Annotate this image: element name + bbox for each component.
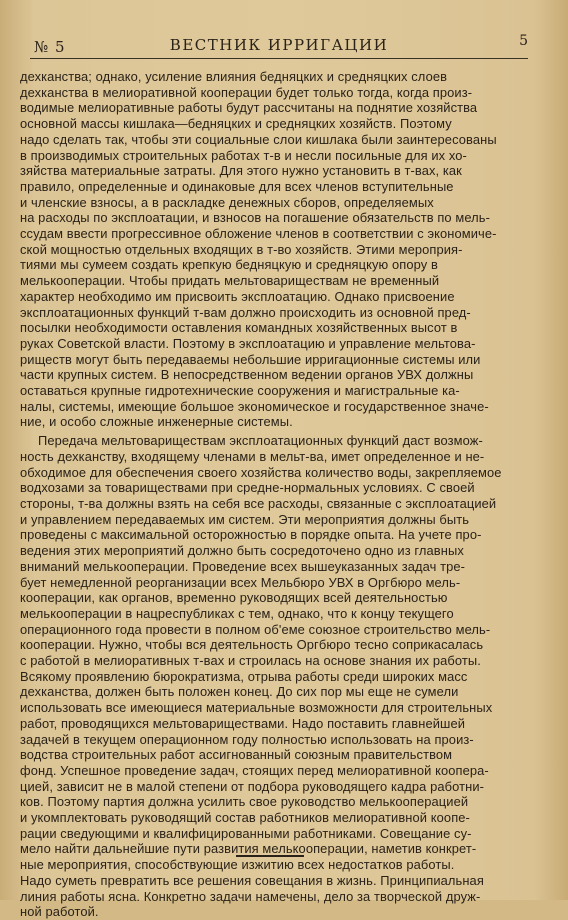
text-line: проведены с максимальной осторожностью в порядке опыта. На учете про- [20, 527, 482, 543]
text-line: дехканства; однако, усиление влияния бедняцких и средняцких слоев [20, 69, 448, 84]
text-line: мелькооперации в нацреспубликах с тем, однако, что к концу текущего [20, 605, 454, 621]
text-line: зяйства материальные затраты. Для этого нужно установить в т-вах, как [20, 163, 462, 179]
closing-rule [236, 855, 304, 857]
text-line: водимые мелиоративные работы будут рассчитаны на поднятие хозяйства [20, 100, 478, 116]
text-line: фонд. Успешное проведение задач, стоящих перед мелиоративной коопера- [20, 762, 489, 778]
text-line: эксплоатационных функций т-вам должно происходить из основной пред- [20, 304, 471, 320]
text-line: стороны, т-ва должны взять на себя все расходы, связанные с эксплоатацией [20, 495, 497, 511]
text-line: кооперации, как органов, временно руководящих всей деятельностью [20, 590, 448, 606]
text-line: обходимое для обеспечения своего хозяйства количество воды, закрепляемое [20, 464, 502, 480]
text-line: дехканства, должен быть положен конец. До сих пор мы еще не сумели [20, 684, 459, 700]
text-line: налы, системы, имеющие большое экономическое и государственное значе- [20, 398, 489, 414]
text-line: ные мероприятия, способствующие изжитию всех недостатков работы. [20, 857, 455, 873]
paragraph-2 [20, 433, 538, 920]
text-line: водхозами за товариществами при средне-нормальных условиях. С своей [20, 480, 475, 496]
text-line: ссудам ввести прогрессивное обложение членов в соответствии с экономиче- [20, 226, 497, 242]
text-line: ской мощностью отдельных входящих в т-во хозяйств. Этими мероприя- [20, 241, 463, 257]
text-line: бует немедленной реорганизации всех Мельбюро УВХ в Оргбюро мель- [20, 574, 461, 590]
text-line: посылки необходимости оставления командных хозяйственных высот в [20, 320, 458, 336]
text-line: вниманий мелькооперации. Проведение всех вышеуказанных задач тре- [20, 558, 466, 574]
text-line: надо сделать так, чтобы эти социальные слои кишлака были заинтересованы [20, 131, 497, 147]
text-line: характер необходимо им присвоить эксплоатацию. Однако присвоение [20, 288, 455, 304]
text-line: ведения этих мероприятий должно быть сосредоточено одно из главных [20, 543, 464, 559]
text-line: задачей в текущем операционном году полностью использовать на произ- [20, 731, 474, 747]
text-line: на расходы по эксплоатации, и взносов на погашение обязательств по мель- [20, 210, 491, 226]
text-line: части крупных систем. В непосредственном ведении органов УВХ должны [20, 367, 474, 383]
text-line: оставаться крупные гидротехнические сооружения и магистральные ка- [20, 383, 460, 399]
text-line: ние, и особо сложные инженерные системы. [20, 414, 293, 430]
text-line: мелькооперации. Чтобы придать мельтовариществам не временный [20, 273, 440, 289]
text-line: рации сведующими и квалифицированными работниками. Совещание су- [20, 825, 472, 841]
text-line: ков. Поэтому партия должна усилить свое руководство мелькооперацией [20, 794, 469, 810]
text-line: использовать все имеющиеся материальные возможности для строительных [20, 700, 493, 716]
text-line: цией, зависит не в малой степени от подбора руководящего кадра работни- [20, 778, 485, 794]
text-line: кооперации. Нужно, чтобы вся деятельность Оргбюро тесно соприкасалась [20, 637, 484, 653]
text-line: Надо суметь превратить все решения совещания в жизнь. Принципиальная [20, 872, 484, 888]
text-line: в производимых строительных работах т-в и несли посильные для их хо- [20, 147, 467, 163]
text-line: тиями мы сумеем создать крепкую бедняцкую и средняцкую опору в [20, 257, 438, 273]
text-line: ность дехканству, входящему членами в мельт-ва, имет определенное и не- [20, 448, 485, 464]
text-line: ной работой. [20, 904, 99, 920]
text-line: руках Советской власти. Поэтому в эксплоатацию и управление мельтова- [20, 335, 476, 351]
text-line: Всякому проявлению бюрократизма, отрыва работы среди широких масс [20, 668, 468, 684]
page-number: 5 [519, 33, 528, 49]
issue-number: № 5 [34, 38, 66, 56]
text-line: линия работы ясна. Конкретно задачи намечены, дело за творческой друж- [20, 888, 481, 904]
text-line: работ, проводящихся мельтовариществами. Надо поставить главнейшей [20, 715, 466, 731]
journal-title: ВЕСТНИК ИРРИГАЦИИ [169, 36, 389, 54]
text-line: с работой в мелиоративных т-вах и строилась на основе знания их работы. [20, 653, 481, 669]
text-line: водства строительных работ ассигнованный союзным правительством [20, 747, 453, 763]
text-line: правило, определенные и одинаковые для всех членов вступительные [20, 178, 454, 194]
paragraph-1 [20, 69, 538, 430]
text-line: риществ могут быть передаваемы небольшие ирригационные системы или [20, 351, 481, 367]
text-line: операционного года провести в полном об'еме союзное строительство мель- [20, 621, 491, 637]
text-line: и членские взносы, а в раскладке денежных сборов, определяемых [20, 194, 434, 210]
text-line: основной массы кишлака—бедняцких и средняцких хозяйств. Поэтому [20, 116, 452, 132]
text-line: дехканства в мелиоративной кооперации будет только тогда, когда произ- [20, 84, 473, 100]
text-line: мело найти дальнейшие пути развития мелькооперации, наметив конкрет- [20, 841, 477, 857]
article-body [20, 69, 538, 920]
text-line: Передача мельтовариществам эксплоатационных функций даст возмож- [38, 433, 483, 449]
text-line: и укомплектовать руководящий состав работников мелиоративной коопе- [20, 810, 470, 826]
page-header [30, 30, 528, 59]
text-line: и управлением передаваемых им систем. Эти мероприятия должны быть [20, 511, 470, 527]
